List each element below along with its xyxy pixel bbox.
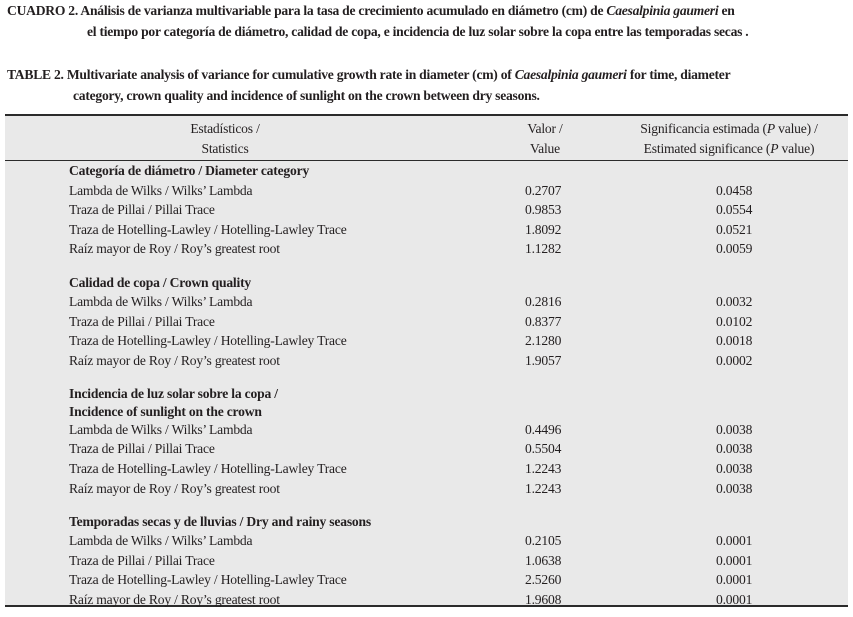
caption-text: Análisis de varianza multivariable para la tasa de crecimiento acumulado en diámetro (cm) de	[78, 3, 607, 18]
table-group	[5, 273, 848, 371]
p-value-cell: 0.0002	[716, 352, 753, 368]
value-cell: 0.4496	[525, 421, 562, 437]
header-text: Estimated significance (	[643, 141, 771, 156]
table-row	[5, 531, 848, 551]
group-title: Incidencia de luz solar sobre la copa /	[69, 386, 278, 402]
header-text: Value	[530, 141, 560, 156]
table-row	[5, 551, 848, 571]
value-cell: 1.9057	[525, 352, 562, 368]
table-group	[5, 512, 848, 610]
caption-label: TABLE 2.	[7, 67, 64, 82]
p-value-cell: 0.0102	[716, 313, 753, 329]
p-value-cell: 0.0018	[716, 333, 753, 349]
table-group	[5, 161, 848, 259]
statistic-cell: Raíz mayor de Roy / Roy’s greatest root	[69, 352, 280, 368]
statistic-cell: Traza de Pillai / Pillai Trace	[69, 552, 215, 568]
p-value-cell: 0.0032	[716, 294, 753, 310]
statistic-cell: Lambda de Wilks / Wilks’ Lambda	[69, 182, 253, 198]
header-text: P	[770, 141, 779, 156]
statistic-cell: Traza de Hotelling-Lawley / Hotelling-Lawley Trace	[69, 333, 347, 349]
value-cell: 0.9853	[525, 202, 562, 218]
statistic-cell: Lambda de Wilks / Wilks’ Lambda	[69, 421, 253, 437]
statistic-cell: Raíz mayor de Roy / Roy’s greatest root	[69, 480, 280, 496]
header-text: Valor /	[527, 121, 563, 136]
value-cell: 2.5260	[525, 572, 562, 588]
p-value-cell: 0.0554	[716, 202, 753, 218]
value-cell: 1.1282	[525, 241, 562, 257]
caption-text: for time, diameter	[626, 67, 731, 82]
caption-line-2: el tiempo por categoría de diámetro, calidad de copa, e incidencia de luz solar sobre la copa entre las temporadas secas .	[87, 24, 749, 39]
statistic-cell: Lambda de Wilks / Wilks’ Lambda	[69, 294, 253, 310]
statistic-cell: Traza de Pillai / Pillai Trace	[69, 313, 215, 329]
group-title: Calidad de copa / Crown quality	[69, 274, 252, 290]
header-statistics	[105, 119, 345, 159]
manova-table	[5, 114, 848, 607]
value-cell: 1.0638	[525, 552, 562, 568]
p-value-cell: 0.0038	[716, 460, 753, 476]
value-cell: 1.2243	[525, 480, 562, 496]
header-text: value) /	[774, 121, 818, 136]
p-value-cell: 0.0521	[716, 221, 753, 237]
table-row	[5, 351, 848, 371]
statistic-cell: Traza de Pillai / Pillai Trace	[69, 202, 215, 218]
p-value-cell: 0.0001	[716, 572, 753, 588]
p-value-cell: 0.0001	[716, 552, 753, 568]
table-row	[5, 570, 848, 590]
statistic-cell: Lambda de Wilks / Wilks’ Lambda	[69, 533, 253, 549]
p-value-cell: 0.0059	[716, 241, 753, 257]
p-value-cell: 0.0038	[716, 480, 753, 496]
statistic-cell: Traza de Pillai / Pillai Trace	[69, 441, 215, 457]
table-row	[5, 479, 848, 499]
table-row	[5, 220, 848, 240]
caption-text: en	[718, 3, 735, 18]
caption-label: CUADRO 2.	[7, 3, 79, 18]
header-text: value)	[778, 141, 815, 156]
table-row	[5, 459, 848, 479]
value-cell: 0.2105	[525, 533, 562, 549]
table-row	[5, 420, 848, 440]
header-text: Estadísticos /	[190, 121, 260, 136]
value-cell: 0.2816	[525, 294, 562, 310]
p-value-cell: 0.0038	[716, 441, 753, 457]
table-row	[5, 200, 848, 220]
group-title: Temporadas secas y de lluvias / Dry and rainy seasons	[69, 513, 371, 529]
species-name: Caesalpinia gaumeri	[514, 67, 627, 82]
table-group	[5, 384, 848, 498]
header-text: P	[766, 121, 775, 136]
statistic-cell: Raíz mayor de Roy / Roy’s greatest root	[69, 592, 280, 608]
table-row	[5, 292, 848, 312]
table-body	[5, 161, 848, 610]
value-cell: 0.5504	[525, 441, 562, 457]
table-row	[5, 239, 848, 259]
p-value-cell: 0.0458	[716, 182, 753, 198]
value-cell: 1.8092	[525, 221, 562, 237]
p-value-cell: 0.0001	[716, 533, 753, 549]
table-row	[5, 312, 848, 332]
header-significance	[605, 119, 853, 159]
table-row	[5, 331, 848, 351]
table-row	[5, 181, 848, 201]
value-cell: 1.9608	[525, 592, 562, 608]
value-cell: 1.2243	[525, 460, 562, 476]
caption-text: Multivariate analysis of variance for cumulative growth rate in diameter (cm) of	[63, 67, 515, 82]
statistic-cell: Traza de Hotelling-Lawley / Hotelling-Lawley Trace	[69, 572, 347, 588]
caption-english	[7, 64, 847, 106]
statistic-cell: Traza de Hotelling-Lawley / Hotelling-Lawley Trace	[69, 221, 347, 237]
caption-spanish	[7, 0, 847, 42]
table-row	[5, 590, 848, 610]
value-cell: 2.1280	[525, 333, 562, 349]
table-row	[5, 439, 848, 459]
value-cell: 0.2707	[525, 182, 562, 198]
value-cell: 0.8377	[525, 313, 562, 329]
table-header	[5, 116, 848, 161]
p-value-cell: 0.0001	[716, 592, 753, 608]
group-title: Incidence of sunlight on the crown	[69, 403, 262, 419]
species-name: Caesalpinia gaumeri	[606, 3, 719, 18]
header-text: Statistics	[201, 141, 249, 156]
statistic-cell: Raíz mayor de Roy / Roy’s greatest root	[69, 241, 280, 257]
group-title: Categoría de diámetro / Diameter category	[69, 163, 310, 178]
header-text: Significancia estimada (	[640, 121, 767, 136]
caption-line-2: category, crown quality and incidence of sunlight on the crown between dry seasons.	[73, 88, 540, 103]
header-value	[505, 119, 585, 159]
statistic-cell: Traza de Hotelling-Lawley / Hotelling-Lawley Trace	[69, 460, 347, 476]
p-value-cell: 0.0038	[716, 421, 753, 437]
